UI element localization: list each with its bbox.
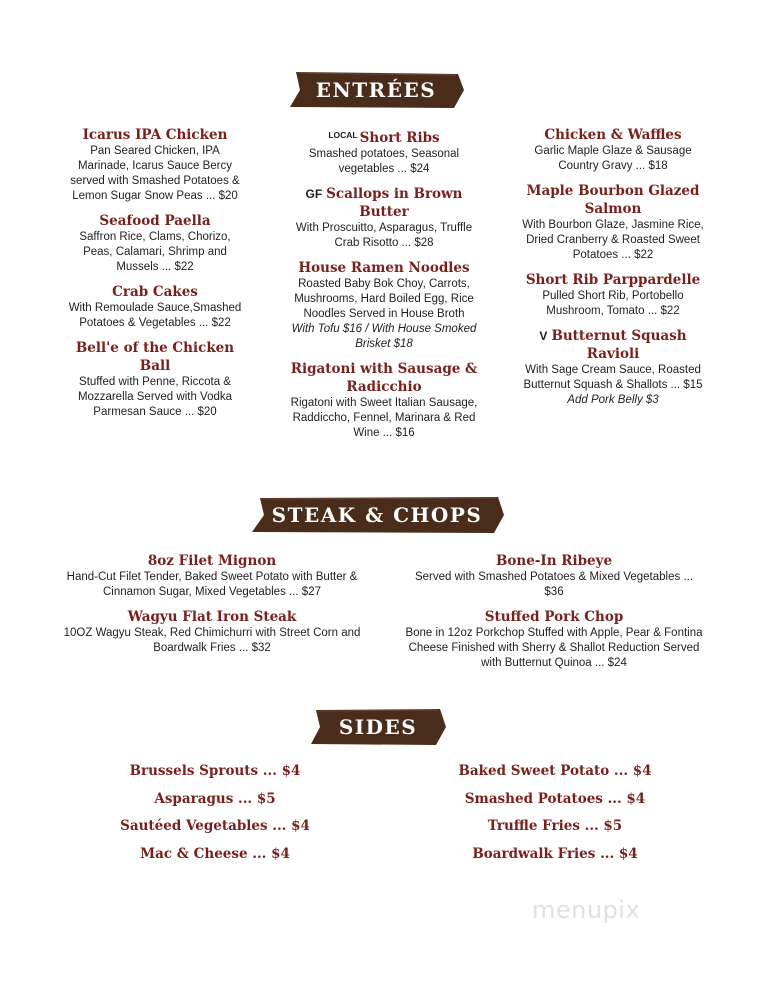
item-description: Rigatoni with Sweet Italian Sausage, Raddiccho, Fennel, Marinara & Red Wine ... $16	[290, 397, 478, 439]
gluten-free-tag: GF	[305, 187, 323, 201]
menu-item	[518, 271, 708, 319]
item-description: Hand-Cut Filet Tender, Baked Sweet Potato with Butter & Cinnamon Sugar, Mixed Vegetables ... $27	[66, 571, 358, 598]
item-name	[290, 126, 478, 147]
sides-column-left	[90, 762, 340, 872]
item-name: Seafood Paella	[99, 213, 211, 229]
item-description: Stuffed with Penne, Riccota & Mozzarella Served with Vodka Parmesan Sauce ... $20	[77, 376, 233, 418]
item-description: Pulled Short Rib, Portobello Mushroom, Tomato ... $22	[542, 290, 684, 317]
menu-item	[65, 283, 245, 331]
menu-item	[404, 608, 704, 671]
side-item: Brussels Sprouts ... $4	[129, 763, 301, 779]
item-name-text: Scallops in Brown Butter	[326, 186, 463, 220]
menu-item	[404, 552, 704, 600]
menu-item	[290, 360, 478, 441]
item-description: With Bourbon Glaze, Jasmine Rice, Dried Cranberry & Roasted Sweet Potatoes ... $22	[522, 219, 704, 261]
menu-item	[518, 182, 708, 263]
menu-item	[290, 259, 478, 352]
item-description: Smashed potatoes, Seasonal vegetables ... $24	[308, 148, 460, 175]
item-name: Icarus IPA Chicken	[82, 127, 228, 143]
item-name: Bell'e of the Chicken Ball	[75, 340, 235, 374]
entrees-column-1	[65, 126, 245, 428]
entrees-column-2	[290, 126, 478, 449]
item-description: Roasted Baby Bok Choy, Carrots, Mushrooms, Hard Boiled Egg, Rice Noodles Served in House Broth	[294, 278, 474, 320]
item-description: 10OZ Wagyu Steak, Red Chimichurri with Street Corn and Boardwalk Fries ... $32	[63, 627, 361, 654]
entrees-banner	[286, 70, 466, 110]
item-description: Pan Seared Chicken, IPA Marinade, Icarus Sauce Bercy served with Smashed Potatoes & Lemon Sugar Snow Peas ... $20	[70, 145, 240, 202]
item-name: 8oz Filet Mignon	[147, 553, 277, 569]
item-name-text: Short Ribs	[359, 130, 440, 146]
item-description: With Sage Cream Sauce, Roasted Butternut Squash & Shallots ... $15	[523, 364, 703, 391]
item-description: With Proscuitto, Asparagus, Truffle Crab Risotto ... $28	[295, 222, 473, 249]
item-name-text: Butternut Squash Ravioli	[551, 328, 687, 362]
section-title-steak: STEAK & CHOPS	[271, 503, 483, 527]
item-note: With Tofu $16 / With House Smoked Brisket $18	[291, 323, 477, 350]
side-item: Truffle Fries ... $5	[487, 818, 623, 834]
side-item: Smashed Potatoes ... $4	[464, 790, 646, 807]
item-name: Short Rib Parppardelle	[525, 272, 701, 288]
sides-banner	[308, 707, 448, 747]
menu-item	[290, 185, 478, 251]
steak-banner	[248, 495, 506, 535]
item-name: Stuffed Pork Chop	[484, 609, 624, 625]
item-name: Wagyu Flat Iron Steak	[127, 609, 297, 625]
entrees-column-3	[518, 126, 708, 416]
item-name: Maple Bourbon Glazed Salmon	[526, 183, 700, 217]
item-description: Saffron Rice, Clams, Chorizo, Peas, Calamari, Shrimp and Mussels ... $22	[79, 231, 231, 273]
item-note: Add Pork Belly $3	[567, 394, 659, 406]
side-item: Mac & Cheese ... $4	[140, 845, 290, 862]
menu-item	[62, 552, 362, 600]
menu-item	[518, 327, 708, 408]
menu-item	[290, 126, 478, 177]
item-name: House Ramen Noodles	[298, 260, 470, 276]
menu-item	[65, 339, 245, 420]
item-name: Crab Cakes	[112, 284, 198, 300]
item-description: Garlic Maple Glaze & Sausage Country Gravy ... $18	[534, 145, 692, 172]
steak-column-right	[404, 552, 704, 679]
item-description: Served with Smashed Potatoes & Mixed Vegetables ... $36	[414, 571, 694, 598]
side-item: Sautéed Vegetables ... $4	[120, 818, 310, 834]
item-name: Chicken & Waffles	[544, 127, 682, 143]
steak-column-left	[62, 552, 362, 664]
side-item: Asparagus ... $5	[154, 790, 276, 807]
section-title-sides: SIDES	[338, 715, 418, 739]
section-title-entrees: ENTRÉES	[315, 78, 437, 102]
vegetarian-tag: V	[539, 329, 548, 343]
side-item: Boardwalk Fries ... $4	[472, 845, 638, 862]
item-name: Bone-In Ribeye	[495, 553, 613, 569]
menu-item	[62, 608, 362, 656]
menu-item	[65, 126, 245, 204]
item-description: With Remoulade Sauce,Smashed Potatoes & Vegetables ... $22	[68, 302, 242, 329]
watermark: menupix	[532, 896, 641, 924]
menu-item	[65, 212, 245, 275]
item-name	[518, 327, 708, 363]
menu-item	[518, 126, 708, 174]
sides-column-right	[430, 762, 680, 872]
side-item: Baked Sweet Potato ... $4	[458, 763, 652, 779]
item-description: Bone in 12oz Porkchop Stuffed with Apple, Pear & Fontina Cheese Finished with Sherry & Shallot Reduction Served with Butternut Quinoa ... $24	[405, 627, 703, 669]
item-name: Rigatoni with Sausage & Radicchio	[290, 361, 478, 395]
item-name	[290, 185, 478, 221]
local-tag: LOCAL	[328, 130, 358, 140]
